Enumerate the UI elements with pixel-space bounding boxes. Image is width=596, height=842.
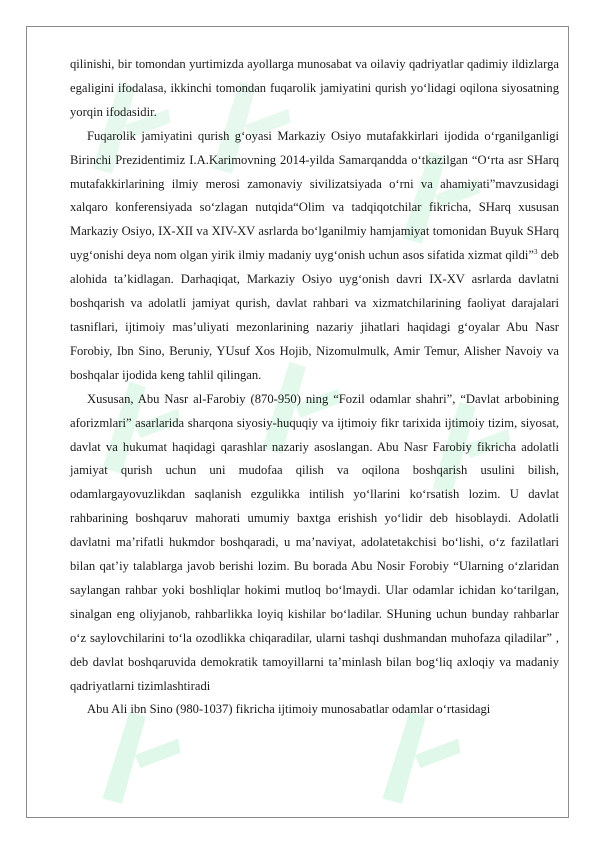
paragraph-1: qilinishi, bir tomondan yurtimizda ayollarga munosabat va oilaviy qadriyatlar qadimiy ildizlarga egaligini ifodalasa, ikkinchi tomondan fuqarolik jamiyatini qurish yo‘lidagi oqilona siyosatning yorqin ifodasidir. <box>70 57 559 119</box>
document-body <box>70 53 559 722</box>
paragraph-2-text: Fuqarolik jamiyatini qurish g‘oyasi Markaziy Osiyo mutafakkirlari ijodida o‘rganilganligi Birinchi Prezidentimiz I.A.Karimovning 2014-yilda Samarqandda o‘tkazilgan “O‘rta asr SHarq mutafakkirlarining ilmiy merosi zamonaviy sivilizatsiyada o‘rni va ahamiyati”mavzusidagi xalqaro konferensiyada so‘zlagan nutqida“Olim va tadqiqotchilar fikricha, SHarq xususan Markaziy Osiyo, IX-XII va XIV-XV asrlarda bo‘lganilmiy hamjamiyat tomonidan Buyuk SHarq uyg‘onishi deya nom olgan yirik ilmiy madaniy uyg‘onish uchun asos sifatida xizmat qildi” <box>70 128 559 263</box>
paragraph-2-continuation: deb alohida ta’kidlagan. Darhaqiqat, Markaziy Osiyo uyg‘onish davri IX-XV asrlarda davlatni boshqarish va adolatli jamiyat qurish, davlat rahbari va xizmatchilarining faoliyat darajalari tasniflari, ijtimoiy mas’uliyati mezonlarining nazariy jihatlari haqidagi g‘oyalar Abu Nasr Forobiy, Ibn Sino, Beruniy, YUsuf Xos Hojib, Nizomulmulk, Amir Temur, Alisher Navoiy va boshqalar ijodida keng tahlil qilingan. <box>70 248 559 382</box>
paragraph-2 <box>70 125 559 388</box>
paragraph-4: Abu Ali ibn Sino (980-1037) fikricha ijtimoiy munosabatlar odamlar o‘rtasidagi <box>87 702 491 717</box>
paragraph-3: Xususan, Abu Nasr al-Farobiy (870-950) ning “Fozil odamlar shahri”, “Davlat arbobining aforizmlari” asarlarida sharqona siyosiy-huquqiy va ijtimoiy fikr tarixida ijtimoiy tizim, siyosat, davlat va hukumat haqidagi qarashlar nazariy asoslangan. Abu Nasr Farobiy fikricha adolatli jamiyat qurish uchun uni mudofaa qilish va oqilona boshqarish usulini bilish, odamlargayovuzlikdan saqlanish ezgulikka intilish yo‘llarini ko‘rsatish lozim. U davlat rahbarining boshqaruv mahorati umumiy baxtga erishish yo‘lidir deb hisoblaydi. Adolatli davlatni ma’rifatli hukmdor boshqaradi, u ma’naviyat, adolatetakchisi bo‘lishi, o‘z fazilatlari bilan qat’iy talablarga javob berishi lozim. Bu borada Abu Nosir Forobiy “Ularning o‘zlaridan saylangan rahbar yoki boshliqlar hokimi mutloq bo‘lmaydi. Ular odamlar ichidan ko‘tarilgan, sinalgan eng oliyjanob, rahbarlikka loyiq kishilar bo‘ladilar. SHuning uchun bunday rahbarlar o‘z saylovchilarini to‘la ozodlikka chiqaradilar, ularni tashqi dushmandan muhofaza qiladilar” , deb davlat boshqaruvida demokratik tamoyillarni ta’minlash bilan bog‘liq axloqiy va madaniy qadriyatlarni tizimlashtiradi <box>70 391 559 693</box>
footnote-ref[interactable]: 3 <box>534 248 538 257</box>
